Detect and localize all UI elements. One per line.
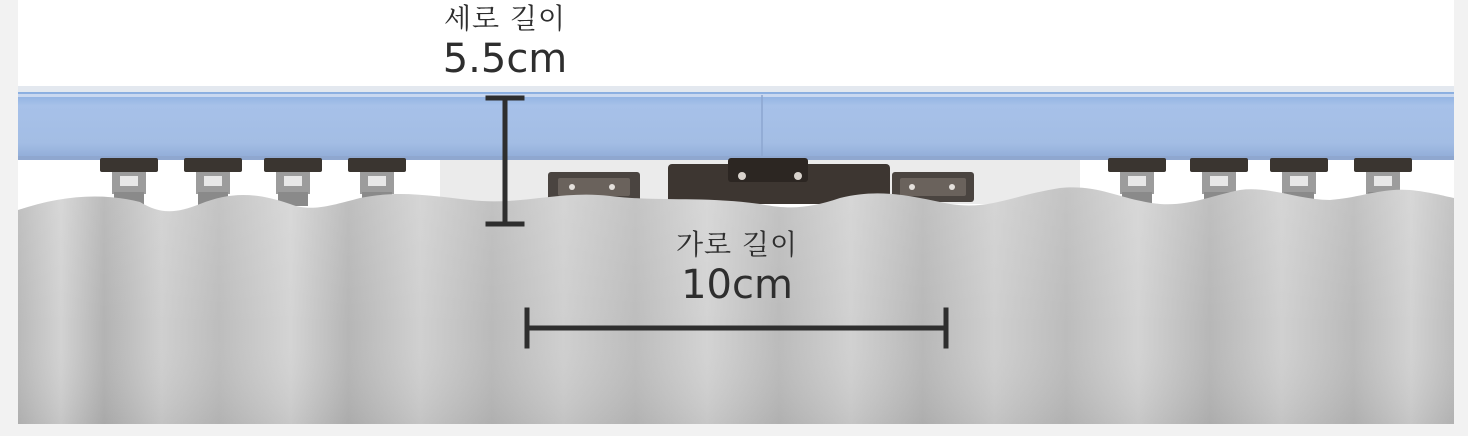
- curtain-rail: [18, 86, 1454, 160]
- height-measure-title: 세로 길이: [443, 2, 567, 35]
- rail-bracket-mechanism: [440, 158, 1080, 204]
- height-measure-value: 5.5cm: [442, 36, 568, 82]
- width-measure-label: [632, 228, 842, 308]
- width-measure-value: 10cm: [681, 262, 793, 308]
- height-measure-label: [400, 2, 610, 82]
- width-measure-title: 가로 길이: [675, 228, 799, 261]
